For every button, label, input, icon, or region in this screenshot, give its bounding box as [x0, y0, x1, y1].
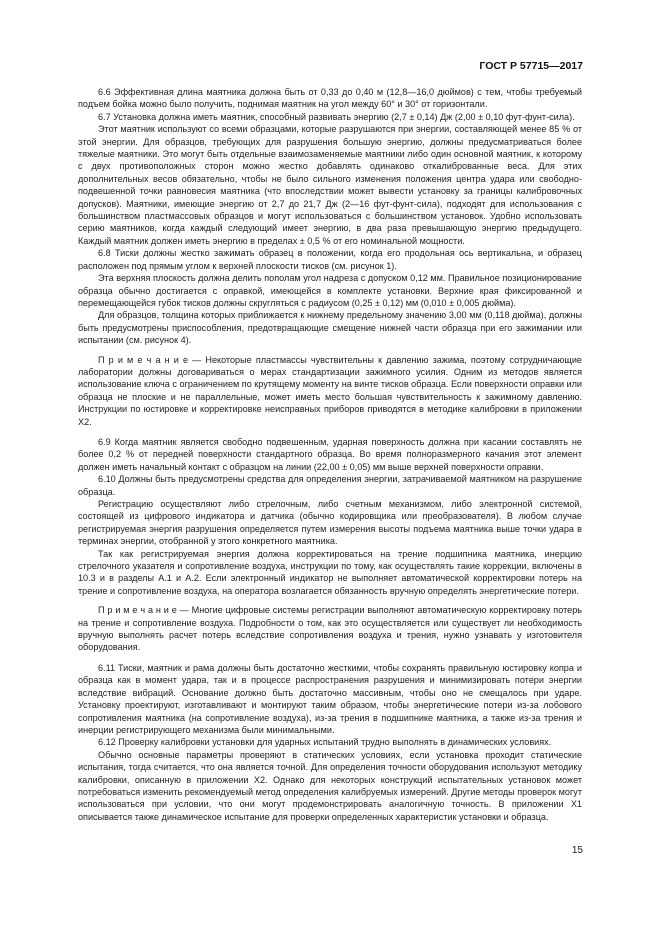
paragraph-6-7: 6.7 Установка должна иметь маятник, способный развивать энергию (2,7 ± 0,14) Дж (2,00 ± 0,10 фут-фунт-сила). — [98, 111, 575, 122]
paragraph: Для образцов, толщина которых приближается к нижнему предельному значению 3,00 мм (0,118 дюйма), должны быть предусмотрены приспособления, предотвращающие смещение нижней части образца при его зажимании или испытании (см. рисунок 4). — [78, 310, 582, 346]
paragraph: Обычно основные параметры проверяют в статических условиях, если установка проходит статические испытания, тогда считается, что она является точной. Для определения точности оборудования используют методику калибровки, описанную в приложении X2. Однако для некоторых конструкций испытательных установок может потребоваться изменить рекомендуемый метод определения калибруемых измерений. Другие методы проверок могут использоваться при условии, что они могут продемонстрировать аналогичную точность. В приложении X1 описывается также динамическое испытание для проверки определенных характеристик установки и образца. — [78, 749, 583, 822]
paragraph: Этот маятник используют со всеми образцами, которые разрушаются при энергии, составляющей менее 85 % от этой энергии. Для образцов, требующих для разрушения большую энергию, должны предусматриваться более тяжелые маятники. Это могут быть отдельные взаимозаменяемые маятники либо один основной маятник, к которому с двух противоположных сторон можно жестко добавлять одинаково откалиброванные веса. Для этих дополнительных весов обязательно, чтобы не было сильного изменения положения центра удара или свободно-подвешенной точки равновесия маятника (что впоследствии может вывести установку за границы калибровочных допусков). Маятники, имеющие энергию от 2,7 до 21,7 Дж (2—16 фут-фунт-сила), подходят для использования с большинством пластмассовых образцов и могут использоваться с большинством установок. Удобно использовать серию маятников, когда каждый следующий имеет энергию, в два раза превышающую энергию предыдущего. Каждый маятник должен иметь энергию в пределах ± 0,5 % от его номинальной мощности. — [78, 124, 582, 246]
paragraph: Так как регистрируемая энергия должна корректироваться на трение подшипника маятника, инерцию стрелочного указателя и сопротивление воздуха, инструкции по тому, как осуществлять такие коррекции, включены в 10.3 и в разделы А.1 и А.2. Если электронный индикатор не выполняет автоматической корректировки потерь на трение и сопротивление воздуха, на оператора возлагается обязанность вручную определять энергетические потери. — [78, 548, 582, 596]
paragraph-6-12: 6.12 Проверку калибровки установки для ударных испытаний трудно выполнять в динамических условиях. — [98, 737, 552, 748]
paragraph-6-9: 6.9 Когда маятник является свободно подвешенным, ударная поверхность должна при касании составлять не более 0,2 % от передней поверхности стандартного образца. Во время полноразмерного качания этот элемент должен иметь начальный контакт с образцом на линии (22,00 ± 0,05) мм выше верхней поверхности оправки. — [78, 436, 582, 472]
paragraph-6-6: 6.6 Эффективная длина маятника должна быть от 0,33 до 0,40 м (12,8—16,0 дюймов) с тем, чтобы требуемый подъем бойка можно было получить, поднимая маятник на угол между 60° и 30° от горизонтали. — [78, 87, 582, 110]
page-number: 15 — [571, 845, 583, 856]
paragraph-6-8: 6.8 Тиски должны жестко зажимать образец в положении, когда его продольная ось вертикальна, и образец расположен под прямым углом к верхней плоскости тисков (см. рисунок 1). — [78, 248, 582, 271]
document-header: ГОСТ Р 57715—2017 — [479, 60, 583, 72]
note-clamping: П р и м е ч а н и е — Некоторые пластмассы чувствительны к давлению зажима, поэтому сотрудничающие лаборатории должны договариваться о мерах стандартизации зажимного усилия. Одним из методов является использование ключа с ограничением по крутящему моменту на винте тисков образца. Если поверхности оправки или образца не плоские и не параллельные, может иметь место большая чувствительность к зажимному давлению. Инструкции по юстировке и корректировке неисправных приборов приводятся в методике калибровки в приложении X2. — [78, 354, 583, 427]
document-body — [78, 86, 582, 823]
paragraph-6-10: 6.10 Должны быть предусмотрены средства для определения энергии, затрачиваемой маятником на разрушение образца. — [78, 474, 582, 497]
paragraph-6-11: 6.11 Тиски, маятник и рама должны быть достаточно жесткими, чтобы сохранять правильную юстировку копра и образца как в момент удара, так и в процессе распространения разрушения и минимизировать потери энергии вследствие вибраций. Основание должно быть достаточно массивным, чтобы оно не смещалось при ударе. Установку проектируют, изготавливают и монтируют таким образом, чтобы энергетические потери из-за лобового сопротивления маятника (на сопротивление воздуха), из-за трения в подшипнике маятника, а также из-за трения и инерции регистрирующего механизма были минимальными. — [78, 662, 582, 735]
paragraph: Эта верхняя плоскость должна делить пополам угол надреза с допуском 0,12 мм. Правильное позиционирование образца обычно достигается с оправкой, имеющейся в комплекте установки. Верхние края фиксированной и перемещающейся губок тисков должны скругляться с радиусом (0,25 ± 0,12) мм (0,010 ± 0,005 дюйма). — [78, 273, 582, 308]
note-digital-systems: П р и м е ч а н и е — Многие цифровые системы регистрации выполняют автоматическую корректировку потерь на трение и сопротивление воздуха. Подробности о том, как это осуществляется или существует ли необходимость вручную выполнять расчет потерь вследствие сопротивления воздуха и трения, нужно узнавать у изготовителя оборудования. — [78, 605, 582, 653]
paragraph: Регистрацию осуществляют либо стрелочным, либо счетным механизмом, либо электронной системой, состоящей из цифрового индикатора и датчика (обычно кодировщика или преобразователя). В любом случае регистрируемая энергия разрушения определяется путем измерения высоты подъема маятника выше точки удара в терминах энергии, отобранной у этого конкретного маятника. — [78, 499, 582, 547]
